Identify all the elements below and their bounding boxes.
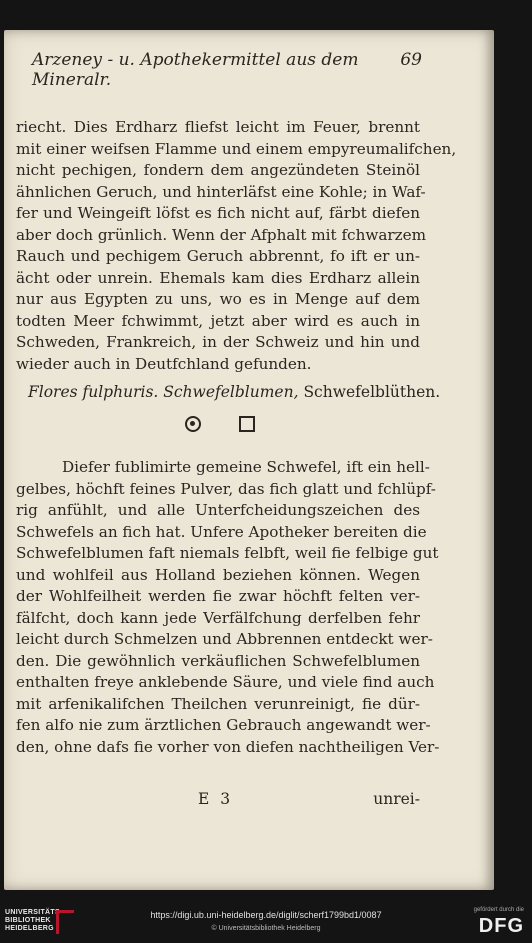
text-line: und wohlfeil aus Holland beziehen können. Wegen <box>16 565 420 584</box>
text-line: mit einer weifsen Flamme und einem empyreumalifchen, <box>16 139 457 158</box>
text-line: mit arfenikalifchen Theilchen verunreinigt, fie dür- <box>16 694 420 713</box>
library-logo[interactable]: UNIVERSITÄTS- BIBLIOTHEK HEIDELBERG <box>5 909 63 932</box>
text-line: riecht. Dies Erdharz fliefst leicht im Feuer, brennt <box>16 118 420 136</box>
text-line: Schweden, Frankreich, in der Schweiz und hin und <box>16 333 420 351</box>
signature-mark: E 3 <box>198 790 234 808</box>
text-line: Rauch und pechigem Geruch abbrennt, fo ift er un- <box>16 247 420 265</box>
text-line: enthalten freye anklebende Säure, und viele find auch <box>16 673 435 691</box>
running-title: Arzeney - u. Apothekermittel aus dem Mineralr. <box>32 50 359 90</box>
catchword: unrei- <box>373 790 420 808</box>
text-line: leicht durch Schmelzen und Abbrennen entdeckt wer- <box>16 630 433 648</box>
text-line: der Wohlfeilheit werden fie zwar höchft felten ver- <box>16 587 420 605</box>
text-line: ächt oder unrein. Ehemals kam dies Erdharz allein <box>16 268 420 287</box>
latin-title: Flores fulphuris. <box>28 383 159 401</box>
text-line: Schwefelblumen faft niemals felbft, weil fie felbige gut <box>16 544 439 562</box>
text-line: rig anfühlt, und alle Unterfcheidungszeichen des <box>16 501 420 519</box>
square-icon <box>239 416 255 432</box>
viewer-footer-bar <box>0 905 532 943</box>
paragraph-sulphur <box>16 457 440 758</box>
text-line: Schwefels an fich hat. Unfere Apotheker bereiten die <box>16 522 427 541</box>
section-heading <box>28 383 441 401</box>
text-line: den. Die gewöhnlich verkäuflichen Schwefelblumen <box>16 651 420 670</box>
text-line: wieder auch in Deutfchland gefunden. <box>16 354 312 373</box>
text-line: ähnlichen Geruch, und hinterläfst eine Kohle; in Waf- <box>16 182 426 201</box>
text-line: fen alfo nie zum ärztlichen Gebrauch angewandt wer- <box>16 716 431 734</box>
running-header <box>32 50 422 90</box>
text-line: den, ohne dafs fie vorher von diefen nachtheiligen Ver- <box>16 737 440 756</box>
page-number: 69 <box>400 50 422 70</box>
text-line: gelbes, höchft feines Pulver, das fich glatt und fchlüpf- <box>16 479 436 498</box>
german-title: Schwefelblüthen. <box>303 383 441 401</box>
copyright-notice: © Universitätsbibliothek Heidelberg <box>211 925 321 932</box>
funder-caption: gefördert durch die <box>473 907 524 913</box>
text-line: fer und Weingeift löfst es fich nicht auf, färbt diefen <box>16 204 420 222</box>
text-line: Diefer fublimirte gemeine Schwefel, ift ein hell- <box>62 458 430 476</box>
text-line: fälfcht, doch kann jede Verfälfchung derfelben fehr <box>16 608 420 627</box>
paragraph-asphalt <box>16 117 457 375</box>
circled-dot-icon <box>185 416 201 432</box>
text-line: todten Meer fchwimmt, jetzt aber wird es auch in <box>16 311 420 330</box>
permalink[interactable]: https://digi.ub.uni-heidelberg.de/diglit/scherf1799bd1/0087 <box>150 910 382 920</box>
text-line: nur aus Egypten zu uns, wo es in Menge auf dem <box>16 290 420 308</box>
dfg-logo[interactable]: DFG <box>478 915 524 937</box>
text-line: nicht pechigen, fondern dem angezündeten Steinöl <box>16 161 420 179</box>
german-title-italic: Schwefelblumen, <box>163 383 299 401</box>
text-line: aber doch grünlich. Wenn der Afphalt mit fchwarzem <box>16 225 427 244</box>
alchemical-symbols <box>185 416 255 432</box>
